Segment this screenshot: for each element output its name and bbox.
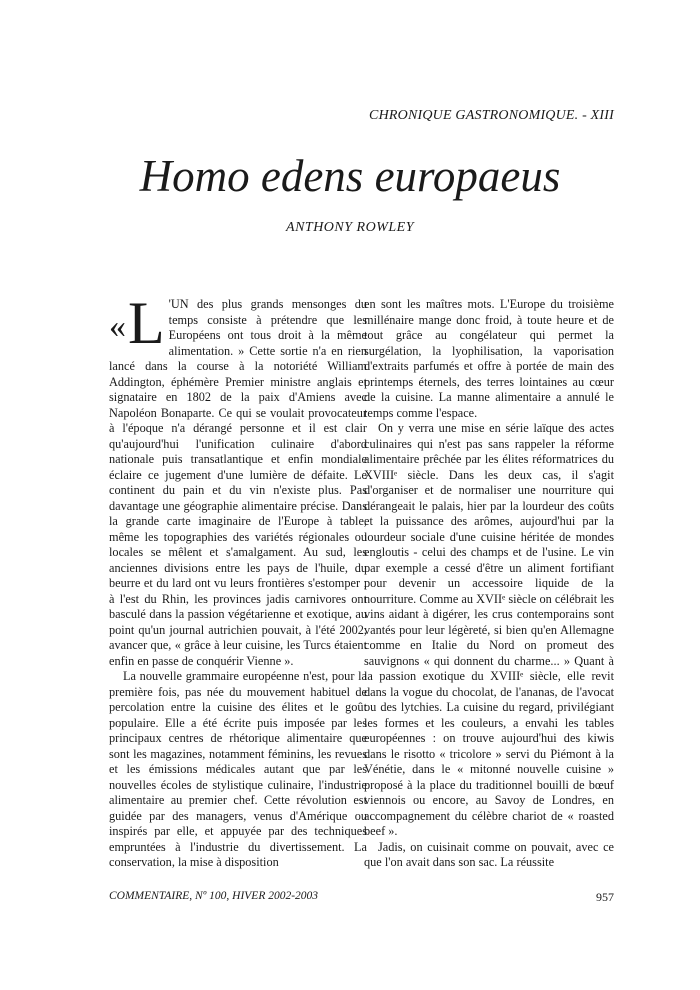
article-title: Homo edens europaeus — [139, 151, 561, 201]
drop-cap-letter: L — [128, 290, 165, 356]
drop-cap-quote: « — [109, 308, 126, 345]
paragraph-1-text: 'UN des plus grands mensonges du temps consiste à prétendre que les Européens ont tous droit à la même alimentation. » Cette sortie n'a en rien lancé dans la course à la notoriété William Addington, éphémère Premier ministre anglais et signataire en 1802 de la paix d'Amiens avec Napoléon Bonaparte. Ce qui se voulait provocateur à l'époque n'a dérangé personne et il est clair qu'aujourd'hui l'unification culinaire d'abord nationale puis transatlantique et enfin mondiale éclaire ce jugement d'une lumière de défaite. Le continent du pain et du vin n'existe plus. Pas davantage une géographie alimentaire précise. Dans la grande carte imaginaire de l'Europe à table, même les topographies des variétés régionales ou locales se mêlent et s'amalgament. Au sud, les anciennes divisions entre les pays de l'huile, du beurre et du lard ont vu leurs frontières s'estomper ; à l'est du Rhin, les provinces jadis carnivores ont basculé dans la passion végétarienne et exotique, au point qu'un journal autrichien pouvait, à l'été 2002, avancer que, « grâce à leur cuisine, les Turcs étaient enfin en passe de conquérir Vienne ». — [109, 297, 367, 668]
footer-journal: COMMENTAIRE, Nº 100, HIVER 2002-2003 — [109, 890, 319, 902]
article-author: ANTHONY ROWLEY — [286, 220, 414, 235]
left-column — [109, 290, 367, 871]
drop-cap — [109, 290, 165, 356]
page-number: 957 — [596, 890, 614, 904]
paragraph-3: en sont les maîtres mots. L'Europe du troisième millénaire mange donc froid, à toute heure et de tout grâce au congélateur qui permet la surgélation, la lyophilisation, la vaporisation d'extraits parfumés et offre à portée de main des printemps éternels, des terres lointaines au cœur de la cuisine. La manne alimentaire a annulé le temps comme l'espace. — [364, 297, 614, 420]
right-column — [364, 297, 614, 871]
paragraph-1 — [109, 290, 367, 669]
running-head: CHRONIQUE GASTRONOMIQUE. - XIII — [369, 108, 614, 123]
paragraph-4: On y verra une mise en série laïque des actes culinaires qui n'est pas sans rappeler la réforme alimentaire prêchée par les élites réformatrices du XVIIIᵉ siècle. Dans les deux cas, il s'agit d'organiser et de normaliser une nourriture qui dérangeait le palais, hier par la lourdeur des coûts et la puissance des arômes, aujourd'hui par la lourdeur sociale d'une cuisine héritée de mondes engloutis - celui des champs et de l'usine. Le vin par exemple a cessé d'être un aliment fortifiant pour devenir un accessoire liquide de la nourriture. Comme au XVIIᵉ siècle on célébrait les vins aidant à digérer, les crus contemporains sont vantés pour leur légèreté, si bien qu'en Allemagne comme en Italie du Nord on promeut des sauvignons « qui donnent du charme... » Quant à la passion exotique du XVIIIᵉ siècle, elle revit dans la vogue du chocolat, de l'ananas, de l'avocat ou des lytchies. La cuisine du regard, privilégiant les formes et les couleurs, a envahi les tables européennes : on trouve aujourd'hui des kiwis dans le risotto « tricolore » servi du Piémont à la Vénétie, dans le « mitonné nouvelle cuisine » proposé à la place du traditionnel bouilli de bœuf viennois ou encore, au Savoy de Londres, en accompagnement du célèbre chariot de « roasted beef ». — [364, 421, 614, 838]
paragraph-2: La nouvelle grammaire européenne n'est, pour la première fois, pas née du mouvement habituel de percolation entre la cuisine des élites et le goût populaire. Elle a été écrite puis imposée par les principaux centres de rhétorique alimentaire que sont les magazines, notamment féminins, les revues et les émissions médicales autant que par les nouvelles écoles de stylistique culinaire, l'industrie alimentaire au premier chef. Cette révolution est guidée par des managers, venus d'Amérique ou inspirés par elle, et appuyée par des techniques empruntées à l'industrie du divertissement. La conservation, la mise à disposition — [109, 669, 367, 869]
paragraph-5: Jadis, on cuisinait comme on pouvait, avec ce que l'on avait dans son sac. La réussite — [364, 839, 614, 869]
